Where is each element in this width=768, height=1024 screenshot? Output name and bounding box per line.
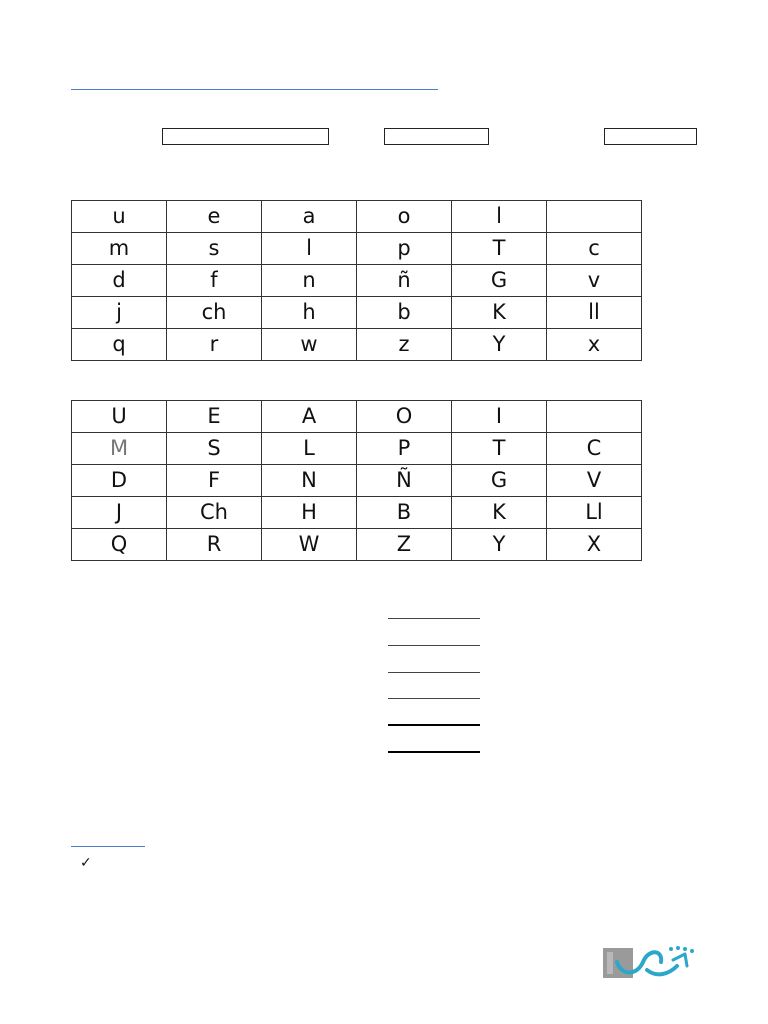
table-row [72,465,642,497]
letter-cell: ñ [357,265,452,297]
letter-cell: r [167,329,262,361]
letter-cell: s [167,233,262,265]
letter-cell: q [72,329,167,361]
letter-cell: V [547,465,642,497]
table-row [72,329,642,361]
letter-cell: b [357,297,452,329]
letter-cell: Ll [547,497,642,529]
letter-cell: Ch [167,497,262,529]
answer-line[interactable] [388,618,480,619]
letter-cell: n [262,265,357,297]
letter-cell: ch [167,297,262,329]
letter-cell: C [547,433,642,465]
answer-line[interactable] [388,645,480,646]
letter-cell: h [262,297,357,329]
letter-cell: ll [547,297,642,329]
checkmark-icon: ✓ [80,855,92,871]
name-field[interactable] [162,128,329,145]
letter-cell: W [262,529,357,561]
answer-line[interactable] [388,672,480,673]
table-row [72,201,642,233]
letter-cell: U [72,401,167,433]
letter-cell: X [547,529,642,561]
title-underline [71,89,438,90]
letter-cell: K [452,497,547,529]
letter-cell: A [262,401,357,433]
table-row [72,433,642,465]
letter-cell: S [167,433,262,465]
lowercase-letter-table [71,200,642,361]
letter-cell: p [357,233,452,265]
letter-cell: Z [357,529,452,561]
letter-cell: c [547,233,642,265]
table-row [72,529,642,561]
date-field[interactable] [604,128,697,145]
table-row [72,265,642,297]
letter-cell: a [262,201,357,233]
letter-cell: u [72,201,167,233]
letter-cell: T [452,233,547,265]
letter-cell: l [452,201,547,233]
letter-cell [547,201,642,233]
letter-cell: v [547,265,642,297]
letter-cell: z [357,329,452,361]
letter-cell: Y [452,329,547,361]
letter-cell: P [357,433,452,465]
table-row [72,497,642,529]
table-row [72,297,642,329]
letter-cell: B [357,497,452,529]
letter-cell: M [72,433,167,465]
letter-cell: T [452,433,547,465]
table-row [72,401,642,433]
logo-icon [603,944,699,980]
letter-cell: F [167,465,262,497]
letter-cell: l [262,233,357,265]
letter-cell: I [452,401,547,433]
course-field[interactable] [384,128,489,145]
letter-cell: Q [72,529,167,561]
letter-cell: D [72,465,167,497]
letter-cell: E [167,401,262,433]
letter-cell: w [262,329,357,361]
letter-cell: J [72,497,167,529]
letter-cell: O [357,401,452,433]
uppercase-letter-table [71,400,642,561]
answer-line[interactable] [388,751,480,753]
letter-cell: e [167,201,262,233]
letter-cell: o [357,201,452,233]
letter-cell: N [262,465,357,497]
letter-cell: d [72,265,167,297]
letter-cell: Y [452,529,547,561]
table-row [72,233,642,265]
letter-cell: R [167,529,262,561]
letter-cell: f [167,265,262,297]
letter-cell: H [262,497,357,529]
letter-cell: Ñ [357,465,452,497]
letter-cell: L [262,433,357,465]
letter-cell [547,401,642,433]
answer-line[interactable] [388,724,480,726]
letter-cell: K [452,297,547,329]
letter-cell: G [452,465,547,497]
letter-cell: G [452,265,547,297]
letter-cell: m [72,233,167,265]
letter-cell: x [547,329,642,361]
answer-line[interactable] [388,698,480,699]
note-underline [71,846,145,847]
letter-cell: j [72,297,167,329]
